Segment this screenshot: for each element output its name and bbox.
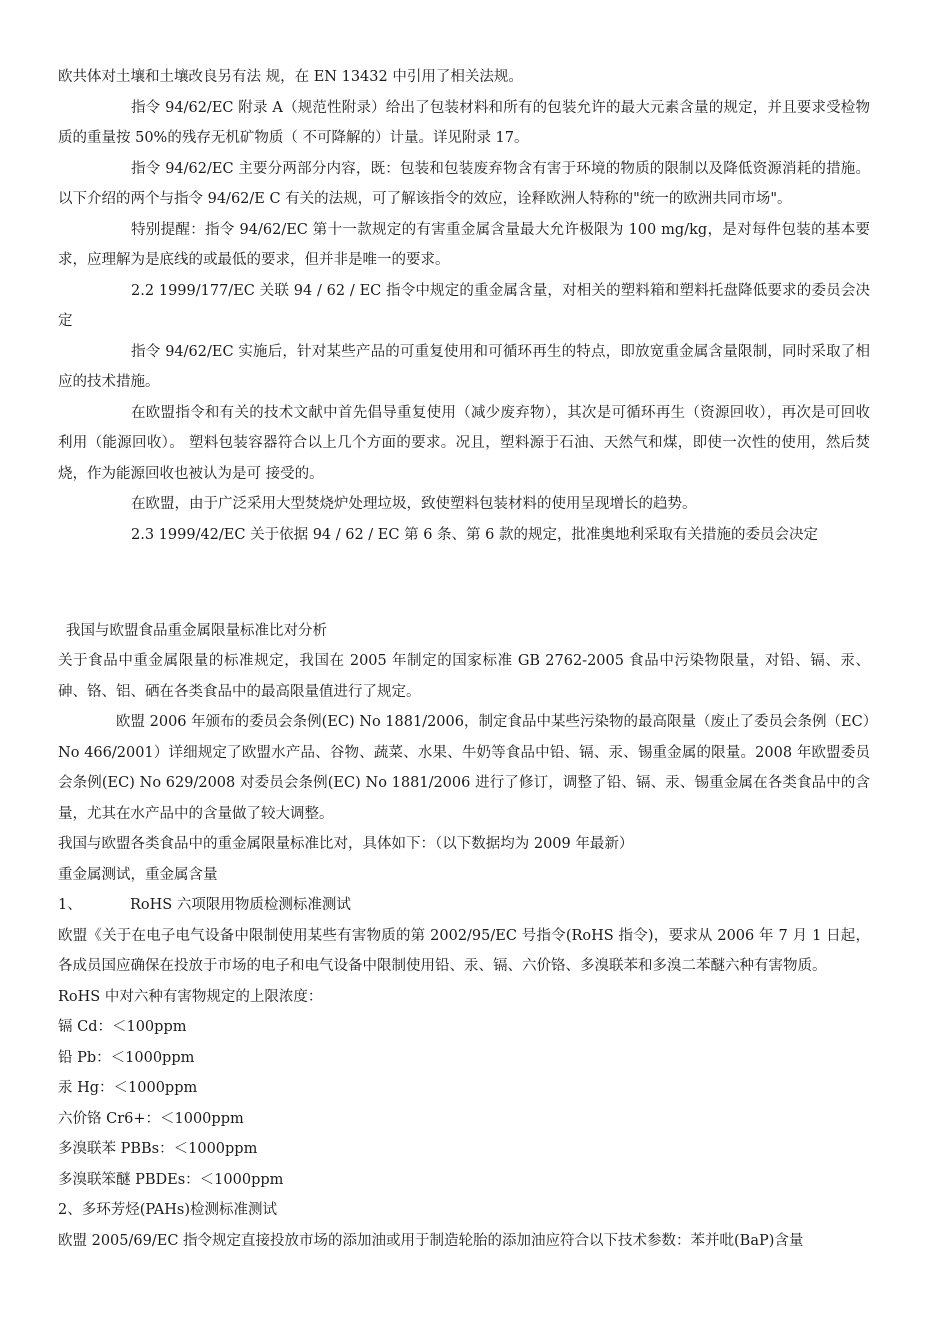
paragraph: 在欧盟，由于广泛采用大型焚烧炉处理垃圾，致使塑料包装材料的使用呈现增长的趋势。 [131,496,697,512]
limit-item: 六价铬 Cr6+：＜1000ppm [58,1110,244,1127]
limit-item: 多溴联苯 PBBs：＜1000ppm [58,1141,258,1157]
list-heading-pahs: 2、多环芳烃(PAHs)检测标准测试 [58,1202,278,1218]
section-title: 我国与欧盟食品重金属限量标准比对分析 [66,623,327,639]
paragraph: 特别提醒：指令 94/62/EC 第十一款规定的有害重金属含量最大允许极限为 100 mg/kg，是对每件包装的基本要求，应理解为是底线的或最低的要求，但并非是唯一的要求。 [58,221,870,268]
list-heading-text: RoHS 六项限用物质检测标准测试 [130,897,351,913]
limit-item: 汞 Hg：＜1000ppm [58,1080,198,1096]
paragraph: 在欧盟指令和有关的技术文献中首先倡导重复使用（减少废弃物），其次是可循环再生（资源回收），再次是可回收利用（能源回收）。 塑料包装容器符合以上几个方面的要求。况且，塑料源于石油、天然气和煤，即使一次性的使用，然后焚烧，作为能源回收也被认为是可 接受的。 [58,404,870,482]
list-number: 1、 [58,897,82,913]
paragraph: 重金属测试，重金属含量 [58,866,218,883]
section-packaging-directive [58,62,870,550]
limit-item: 镉 Cd：＜100ppm [58,1019,187,1035]
paragraph: 2.2 1999/177/EC 关联 94 / 62 / EC 指令中规定的重金属含量，对相关的塑料箱和塑料托盘降低要求的委员会决定 [58,282,870,329]
paragraph: 我国与欧盟各类食品中的重金属限量标准比对，具体如下：（以下数据均为 2009 年最新） [58,836,634,852]
paragraph: 欧盟《关于在电子电气设备中限制使用某些有害物质的第 2002/95/EC 号指令(RoHS 指令)，要求从 2006 年 7 月 1 日起，各成员国应确保在投放于市场的电子和电气设备中限制使用铅、汞、镉、六价铬、多溴联苯和多溴二苯醚六种有害物质。 [58,927,870,974]
paragraph: 2.3 1999/42/EC 关于依据 94 / 62 / EC 第 6 条、第 6 款的规定，批准奥地利采取有关措施的委员会决定 [131,526,818,543]
paragraph: 指令 94/62/EC 主要分两部分内容，既：包装和包装废弃物含有害于环境的物质的限制以及降低资源消耗的措施。以下介绍的两个与指令 94/62/E C 有关的法规，可了解该指令的效应，诠释欧洲人特称的"统一的欧洲共同市场"。 [58,160,870,207]
paragraph: 关于食品中重金属限量的标准规定，我国在 2005 年制定的国家标准 GB 2762-2005 食品中污染物限量，对铅、镉、汞、砷、铬、铝、硒在各类食品中的最高限量值进行了规定。 [58,653,870,700]
paragraph: 指令 94/62/EC 实施后，针对某些产品的可重复使用和可循环再生的特点，即放宽重金属含量限制，同时采取了相应的技术措施。 [58,343,870,390]
section-food-heavy-metals-body [58,646,870,1256]
paragraph: RoHS 中对六种有害物规定的上限浓度： [58,988,323,1005]
limit-item: 多溴联笨醚 PBDEs：＜1000ppm [58,1171,284,1188]
section-food-heavy-metals [66,616,878,647]
limit-item: 铅 Pb：＜1000ppm [58,1049,195,1066]
paragraph: 欧盟 2005/69/EC 指令规定直接投放市场的添加油或用于制造轮胎的添加油应符合以下技术参数：苯并吡(BaP)含量 [58,1232,804,1249]
paragraph: 欧盟 2006 年颁布的委员会条例(EC) No 1881/2006，制定食品中某些污染物的最高限量（废止了委员会条例（EC）No 466/2001）详细规定了欧盟水产品、谷物、蔬菜、水果、牛奶等食品中铅、镉、汞、锡重金属的限量。2008 年欧盟委员会条例(EC) No 629/2008 对委员会条例(EC) No 1881/2006 进行了修订，调整了铅、镉、汞、锡重金属在各类食品中的含量，尤其在水产品中的含量做了较大调整。 [58,714,870,822]
paragraph: 指令 94/62/EC 附录 A（规范性附录）给出了包装材料和所有的包装允许的最大元素含量的规定，并且要求受检物质的重量按 50%的残存无机矿物质（ 不可降解的）计量。详见附录 17。 [58,99,870,146]
paragraph: 欧共体对土壤和土壤改良另有法 规，在 EN 13432 中引用了相关法规。 [58,69,523,85]
list-heading-rohs [58,890,870,921]
